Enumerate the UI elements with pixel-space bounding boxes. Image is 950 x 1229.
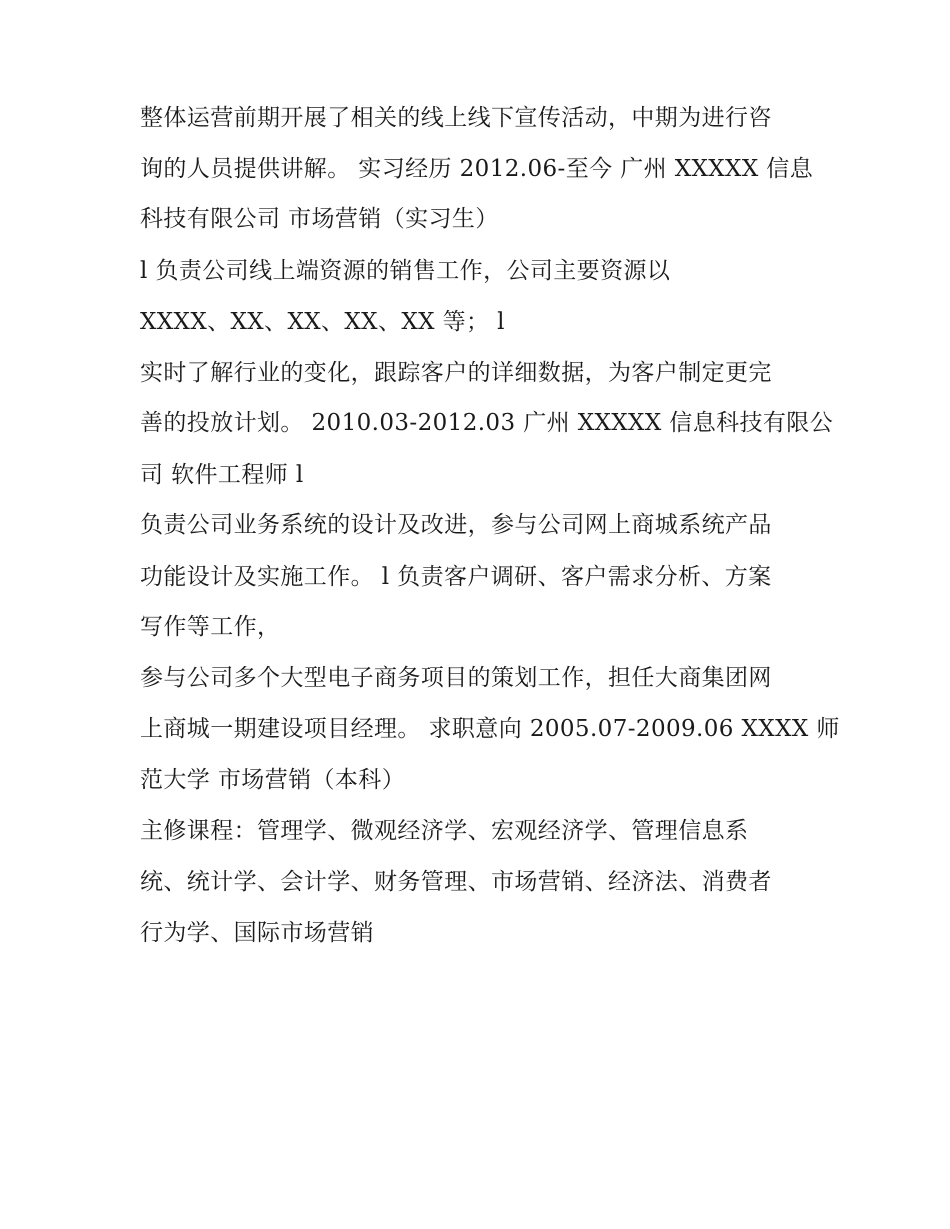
- text-line: 写作等工作，: [140, 614, 281, 640]
- text-line: 询的人员提供讲解。 实习经历 2012.06-至今 广州 XXXXX 信息: [140, 156, 814, 182]
- text-line: 参与公司多个大型电子商务项目的策划工作，担任大商集团网: [140, 665, 772, 691]
- text-line: 善的投放计划。 2010.03-2012.03 广州 XXXXX 信息科技有限公: [140, 410, 834, 436]
- text-line: 统、统计学、会计学、财务管理、市场营销、经济法、消费者: [140, 869, 772, 895]
- text-line: 功能设计及实施工作。 l 负责客户调研、客户需求分析、方案: [140, 564, 772, 590]
- text-line: 上商城一期建设项目经理。 求职意向 2005.07-2009.06 XXXX 师: [140, 716, 840, 742]
- text-line: XXXX、XX、XX、XX、XX 等； l: [140, 309, 505, 335]
- text-line: l 负责公司线上端资源的销售工作，公司主要资源以: [140, 258, 671, 284]
- text-line: 整体运营前期开展了相关的线上线下宣传活动，中期为进行咨: [140, 105, 772, 131]
- text-line: 主修课程：管理学、微观经济学、宏观经济学、管理信息系: [140, 818, 749, 844]
- text-line: 实时了解行业的变化，跟踪客户的详细数据，为客户制定更完: [140, 360, 772, 386]
- text-line: 行为学、国际市场营销: [140, 920, 374, 946]
- text-line: 司 软件工程师 l: [140, 462, 304, 488]
- text-line: 科技有限公司 市场营销（实习生）: [140, 206, 499, 232]
- text-line: 负责公司业务系统的设计及改进，参与公司网上商城系统产品: [140, 512, 772, 538]
- text-line: 范大学 市场营销（本科）: [140, 767, 406, 793]
